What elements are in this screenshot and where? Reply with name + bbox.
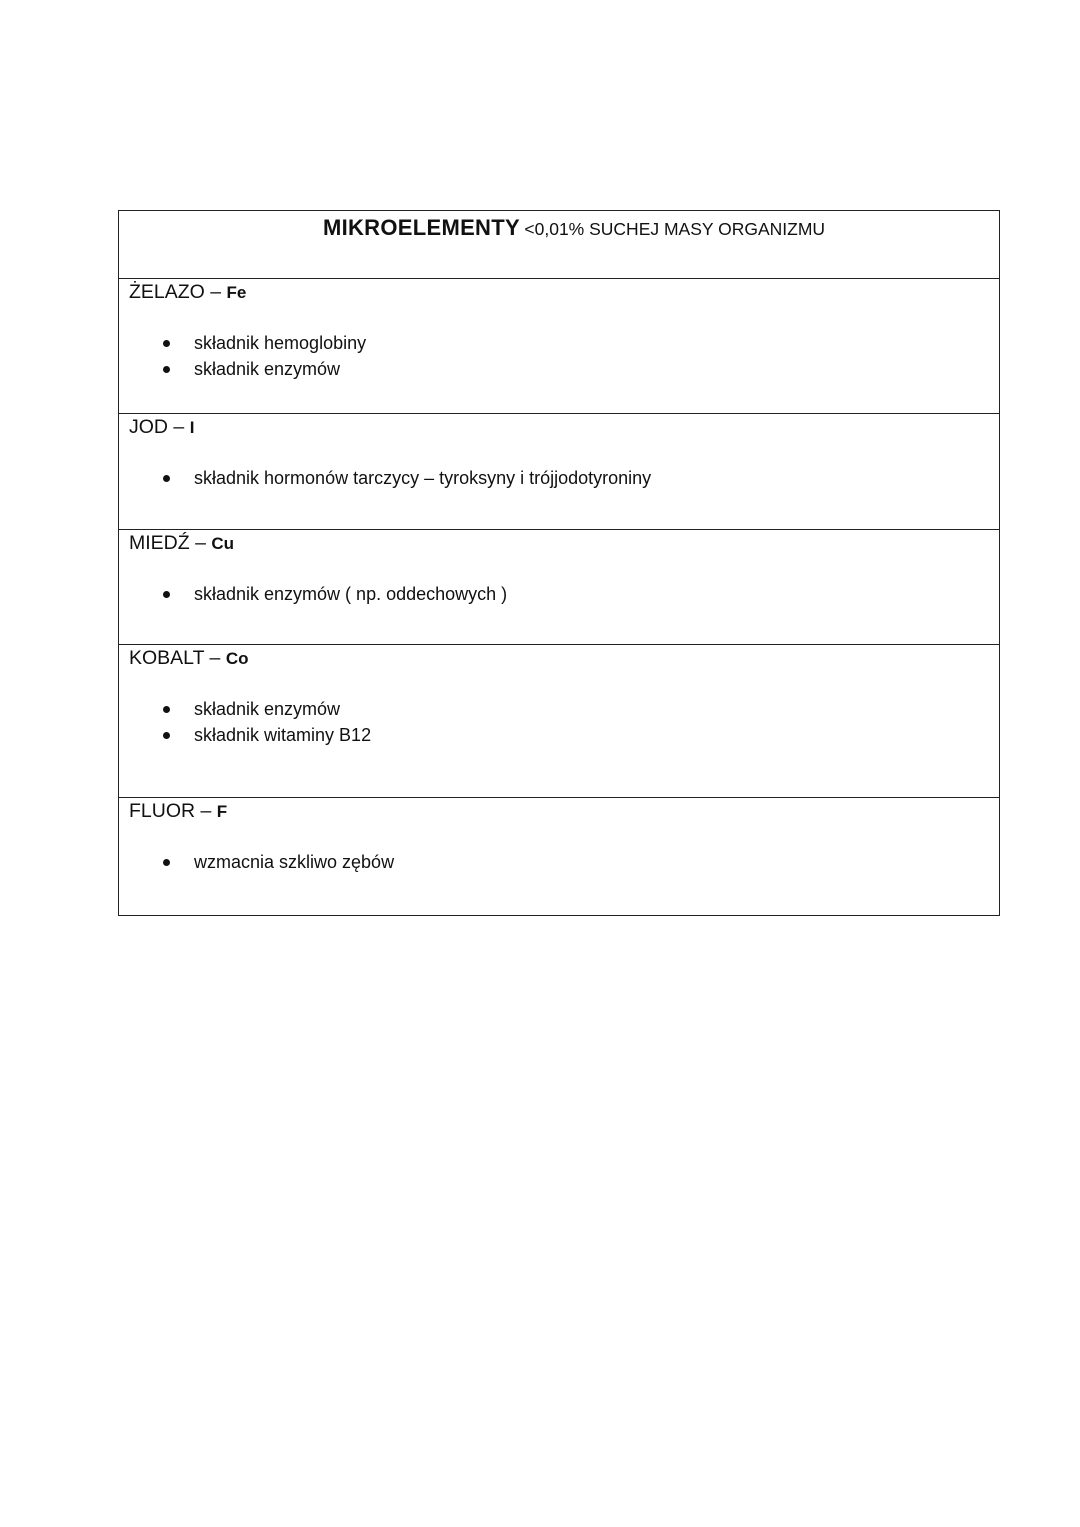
element-symbol: Cu xyxy=(211,534,235,553)
list-item: składnik witaminy B12 xyxy=(119,722,371,748)
element-row-copper xyxy=(119,529,999,644)
element-row-iron xyxy=(119,278,999,413)
element-name: MIEDŹ – xyxy=(129,532,206,554)
element-name: FLUOR – xyxy=(129,800,212,822)
element-row-fluorine xyxy=(119,797,999,915)
element-symbol: Co xyxy=(225,649,249,668)
element-row-cobalt xyxy=(119,644,999,797)
element-properties xyxy=(119,465,651,491)
element-properties xyxy=(119,330,366,382)
element-symbol: Fe xyxy=(226,283,247,302)
element-properties xyxy=(119,696,371,748)
element-properties xyxy=(119,849,394,875)
microelements-table xyxy=(118,210,1000,916)
element-name: ŻELAZO – xyxy=(129,281,222,303)
element-row-iodine xyxy=(119,413,999,529)
element-name: KOBALT – xyxy=(129,647,221,669)
element-symbol: F xyxy=(216,802,228,821)
table-header xyxy=(119,211,999,278)
list-item: składnik hemoglobiny xyxy=(119,330,366,356)
list-item: składnik enzymów xyxy=(119,696,371,722)
table-subtitle: <0,01% SUCHEJ MASY ORGANIZMU xyxy=(524,219,826,239)
list-item: wzmacnia szkliwo zębów xyxy=(119,849,394,875)
element-properties xyxy=(119,581,507,607)
element-symbol: I xyxy=(189,418,195,437)
element-name: JOD – xyxy=(129,416,185,438)
list-item: składnik enzymów xyxy=(119,356,366,382)
list-item: składnik enzymów ( np. oddechowych ) xyxy=(119,581,507,607)
table-title: MIKROELEMENTY xyxy=(322,215,520,240)
list-item: składnik hormonów tarczycy – tyroksyny i trójjodotyroniny xyxy=(119,465,651,491)
